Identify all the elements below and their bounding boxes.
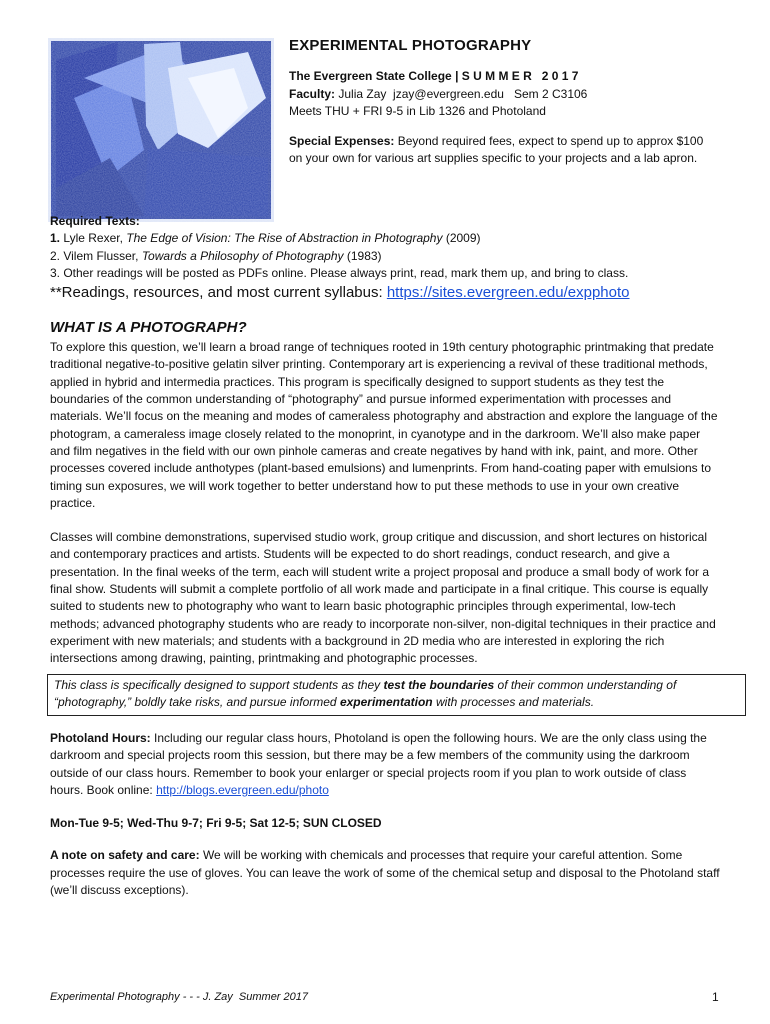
special-expenses	[289, 133, 719, 168]
required-text-1-year: (2009)	[445, 231, 481, 246]
section-heading: WHAT IS A PHOTOGRAPH?	[50, 319, 247, 337]
term-label: S U M M E R 2 0 1 7	[461, 69, 579, 83]
course-title: EXPERIMENTAL PHOTOGRAPHY	[289, 37, 532, 54]
photoland-text: Including our regular class hours, Photoland is open the following hours. We are the only class using the darkroom and special projects room this session, but there may be a few members of the community using the darkroom outside of our class hours. Remember to book your enlarger or special projects room if you plan to work outside of class hours. Book online:	[50, 731, 707, 798]
callout-text-3: with processes and materials.	[435, 694, 595, 709]
callout-bold-1: test the boundaries	[383, 677, 495, 692]
callout-text-1: This class is specifically designed to support students as they	[54, 677, 381, 692]
cyanotype-photogram-image	[48, 38, 274, 222]
faculty-label: Faculty:	[289, 86, 336, 101]
syllabus-body	[50, 213, 722, 899]
callout-bold-2: experimentation	[339, 694, 433, 709]
college-line	[289, 68, 719, 86]
required-text-1	[50, 230, 722, 247]
course-header	[289, 37, 719, 168]
special-expenses-text: Beyond required fees, expect to spend up to approx $100 on your own for various art supplies specific to your projects and a lab apron.	[289, 133, 704, 165]
page-footer: Experimental Photography - - - J. Zay Summer 2017	[50, 991, 308, 1003]
required-text-1-number: 1.	[50, 231, 61, 246]
faculty-text: Julia Zay jzay@evergreen.edu Sem 2 C3106	[338, 86, 588, 101]
photoland-hours: Mon-Tue 9-5; Wed-Thu 9-7; Fri 9-5; Sat 12-5; SUN CLOSED	[50, 816, 382, 831]
required-text-3: 3. Other readings will be posted as PDFs online. Please always print, read, mark them up, and bring to class.	[50, 265, 629, 280]
college-name: The Evergreen State College	[289, 69, 452, 83]
callout-text-2: of their common understanding of “photography,” boldly take risks, and pursue informed	[54, 677, 677, 709]
required-texts-label: Required Texts:	[50, 214, 140, 228]
special-expenses-label: Special Expenses:	[289, 133, 395, 148]
safety-label: A note on safety and care:	[50, 848, 200, 863]
callout-box	[47, 674, 746, 717]
college-separator: |	[455, 69, 459, 83]
faculty-line	[289, 86, 719, 104]
safety-paragraph	[50, 847, 722, 899]
course-site-link[interactable]: https://sites.evergreen.edu/expphoto	[386, 284, 630, 302]
photoland-label: Photoland Hours:	[50, 731, 151, 746]
meeting-times: Meets THU + FRI 9-5 in Lib 1326 and Photoland	[289, 104, 546, 118]
required-text-1-title: The Edge of Vision: The Rise of Abstraction in Photography	[126, 231, 443, 246]
required-text-2-year: (1983)	[346, 248, 382, 263]
required-texts-heading	[50, 213, 722, 230]
readings-prefix: **Readings, resources, and most current syllabus:	[50, 284, 383, 302]
required-text-2	[50, 248, 722, 265]
required-text-1-author: Lyle Rexer,	[63, 231, 123, 246]
required-text-2-author: 2. Vilem Flusser,	[50, 248, 139, 263]
photoland-paragraph	[50, 730, 722, 799]
readings-link-line	[50, 283, 722, 303]
page-number: 1	[712, 990, 719, 1004]
photoland-booking-link[interactable]: http://blogs.evergreen.edu/photo	[156, 783, 329, 798]
intro-paragraph: To explore this question, we’ll learn a broad range of techniques rooted in 19th century photographic printmaking that predate traditional negative-to-positive gelatin silver printing. Contemporary art is experiencing a revival of these traditional methods, applied in hybrid and intermedia practices. This program is specifically designed to support students as they test the boundaries of the common understanding of “photography” and pursue informed experimentation with processes and materials. We’ll focus on the meaning and modes of cameraless photography and abstraction and explore the language of the photogram, a cameraless image closely related to the monoprint, in cyanotype and in the darkroom. We’ll also make paper and film negatives in the field with our own pinhole cameras and create negatives by hand with ink, paint, and more. Other processes covered include anthotypes (plant-based emulsions) and lumenprints. From hand-coating paper with emulsions to timing sun exposures, we will work together to better understand how to put these methods to use in your own creative practice.	[50, 340, 718, 510]
classes-paragraph: Classes will combine demonstrations, supervised studio work, group critique and discussion, and short lectures on historical and contemporary practices and artists. Students will be expected to do short readings, conduct research, and give a presentation. In the final weeks of the term, each will student write a project proposal and produce a small body of work for a final show. Students will submit a complete portfolio of all work made and participate in a final critique. This course is equally suited to students new to photography who want to learn basic photographic principles through experimental, low-tech methods; advanced photography students who are ready to incorporate non-silver, non-digital techniques in their practice and experiment with new materials; and students with a background in 2D media who are interested in exploring the rich intersections among drawing, painting, printmaking and photographic processes.	[50, 530, 716, 666]
required-text-2-title: Towards a Philosophy of Photography	[141, 248, 344, 263]
safety-text: We will be working with chemicals and processes that require your careful attention. Some processes require the use of gloves. You can leave the work of some of the chemical setup and disposal to the Photoland staff (we’ll discuss exceptions).	[50, 848, 720, 897]
